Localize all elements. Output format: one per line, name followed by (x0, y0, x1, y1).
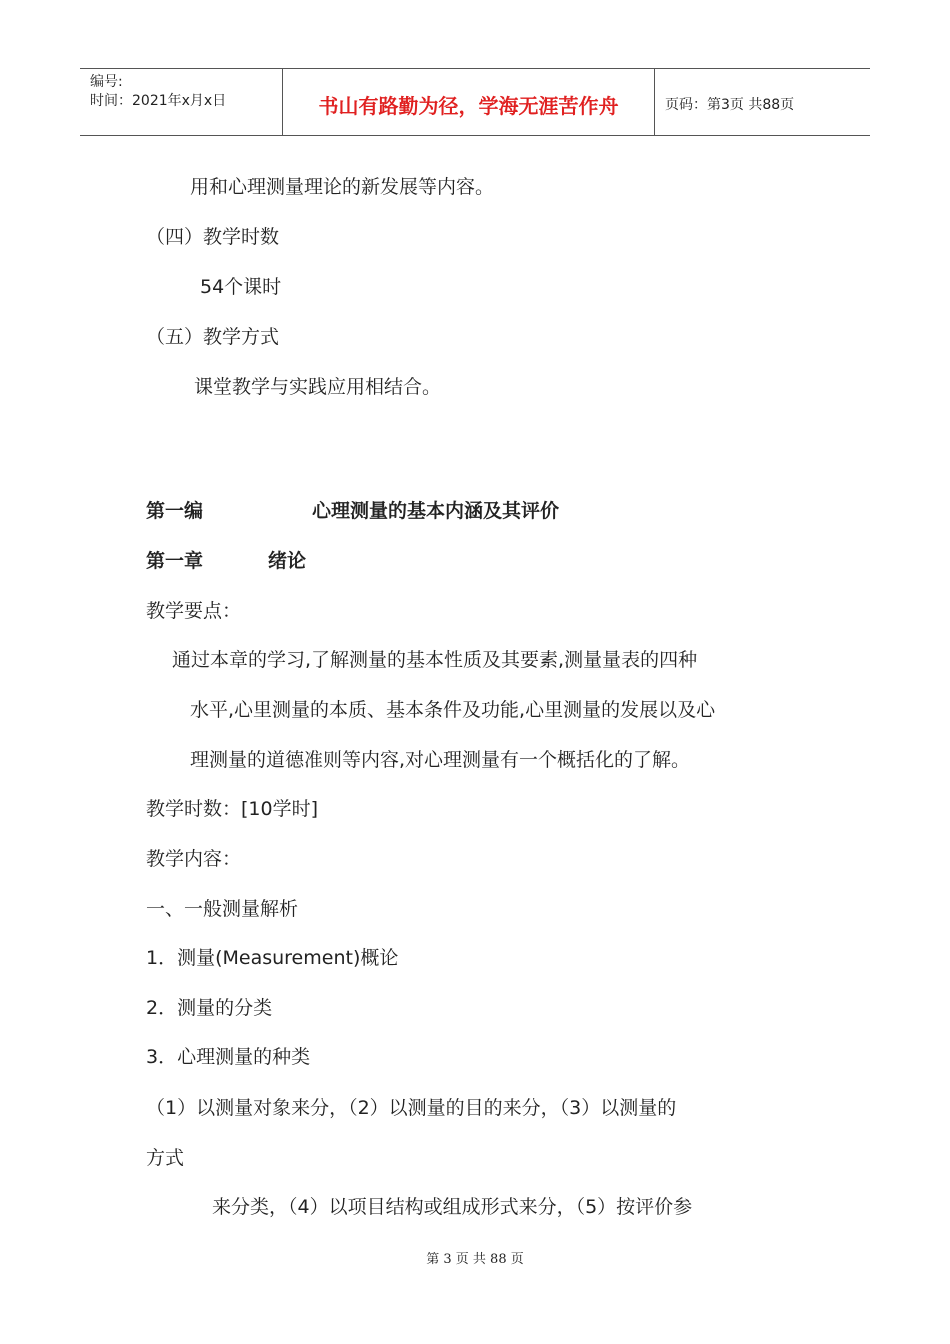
content-line: 3．心理测量的种类 (146, 1046, 311, 1068)
part-title: 心理测量的基本内涵及其评价 (312, 500, 560, 522)
page-header (80, 68, 870, 136)
chapter-label: 第一章 (146, 550, 204, 572)
content-line: （1）以测量对象来分，（2）以测量的目的来分，（3）以测量的 (146, 1097, 677, 1119)
content-line: 一、一般测量解析 (146, 898, 299, 920)
time-label: 时间：2021年x月x日 (90, 93, 227, 109)
content-line: 水平,心里测量的本质、基本条件及功能,心里测量的发展以及心 (190, 699, 716, 721)
header-motto: 书山有路勤为径，学海无涯苦作舟 (282, 69, 655, 135)
number-label: 编号: (90, 74, 123, 90)
section-heading: （四）教学时数 (146, 226, 280, 248)
body-line: 用和心理测量理论的新发展等内容。 (190, 176, 495, 198)
content-line: 方式 (146, 1147, 185, 1169)
part-label: 第一编 (146, 500, 204, 522)
header-page-info: 页码：第3页 共88页 (665, 97, 795, 113)
body-line: 54个课时 (200, 276, 282, 298)
header-meta (80, 69, 282, 135)
content-line: 教学时数：[10学时] (146, 798, 319, 820)
section-heading: （五）教学方式 (146, 326, 280, 348)
content-line: 教学要点： (146, 600, 242, 622)
content-line: 通过本章的学习,了解测量的基本性质及其要素,测量量表的四种 (172, 649, 698, 671)
body-line: 课堂教学与实践应用相结合。 (194, 376, 442, 398)
content-line: 理测量的道德准则等内容,对心理测量有一个概括化的了解。 (190, 749, 691, 771)
chapter-title: 绪论 (268, 550, 307, 572)
content-line: 来分类，（4）以项目结构或组成形式来分，（5）按评价参 (212, 1196, 693, 1218)
content-line: 2．测量的分类 (146, 997, 273, 1019)
page-footer: 第 3 页 共 88 页 (426, 1252, 524, 1267)
content-line: 教学内容： (146, 848, 242, 870)
content-line: 1．测量(Measurement)概论 (146, 947, 399, 969)
